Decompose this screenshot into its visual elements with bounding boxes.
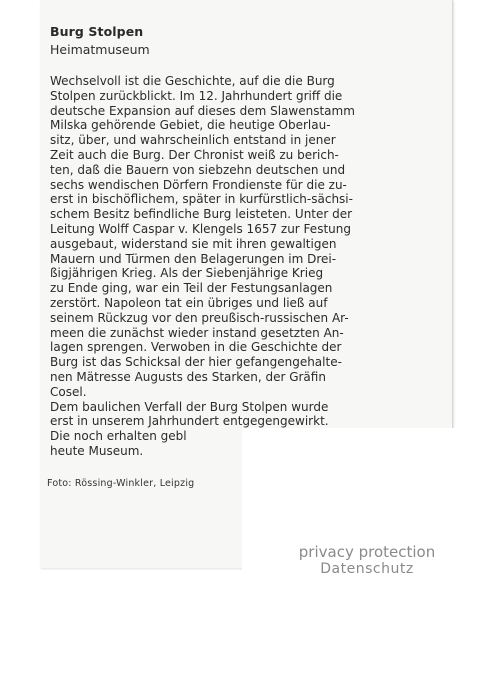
watermark-line: privacy protection <box>298 543 436 561</box>
text-line: Mauern und Türmen den Belagerungen im Drei- <box>50 251 337 266</box>
text-line: deutsche Expansion auf dieses dem Slawenstamm <box>50 103 355 118</box>
text-line: zu Ende ging, war ein Teil der Festungsanlagen <box>50 281 333 296</box>
text-line: ausgebaut, widerstand sie mit ihren gewaltigen <box>50 236 337 251</box>
card-title: Burg Stolpen <box>50 24 144 39</box>
text-line: meen die zunächst wieder instand gesetzten An- <box>50 325 344 340</box>
text-line: Dem baulichen Verfall der Burg Stolpen wurde <box>50 399 329 414</box>
text-line: Die noch erhalten gebl <box>50 429 187 444</box>
text-line: heute Museum. <box>50 443 144 458</box>
text-line: lagen sprengen. Verwoben in die Geschichte der <box>50 340 342 355</box>
text-line: Milska gehörende Gebiet, die heutige Oberlau- <box>50 118 331 133</box>
privacy-watermark <box>292 544 442 578</box>
text-line: Leitung Wolff Caspar v. Klengels 1657 zur Festung <box>50 221 351 236</box>
text-line: sechs wendischen Dörfern Frondienste für die zu- <box>50 177 347 192</box>
watermark-line: Datenschutz <box>320 561 414 577</box>
text-line: Wechselvoll ist die Geschichte, auf die die Burg <box>50 74 335 88</box>
text-line: nen Mätresse Augusts des Starken, der Gräfin <box>50 369 326 384</box>
text-line: seinem Rückzug vor den preußisch-russischen Ar- <box>50 310 349 325</box>
text-line: ßigjährigen Krieg. Als der Siebenjährige Krieg <box>50 266 324 281</box>
card-subtitle: Heimatmuseum <box>50 42 150 57</box>
text-line: sitz, über, und wahrscheinlich entstand in jener <box>50 133 336 148</box>
photo-credit: Foto: Rössing-Winkler, Leipzig <box>47 478 195 489</box>
text-line: Stolpen zurückblickt. Im 12. Jahrhundert griff die <box>50 88 343 103</box>
text-line: Burg ist das Schicksal der hier gefangengehalte- <box>50 355 342 370</box>
text-line: erst in bischöflichem, später in kurfürstlich-sächsi- <box>50 192 353 207</box>
text-line: schem Besitz befindliche Burg leisteten. Unter der <box>50 207 353 222</box>
text-line: Cosel. <box>50 384 87 399</box>
text-line: erst in unserem Jahrhundert entgegengewirkt. <box>50 414 329 429</box>
text-line: zerstört. Napoleon tat ein übriges und ließ auf <box>50 295 328 310</box>
text-line: Zeit auch die Burg. Der Chronist weiß zu berich- <box>50 147 339 162</box>
history-text <box>50 74 400 459</box>
text-line: ten, daß die Bauern von siebzehn deutschen und <box>50 162 346 177</box>
